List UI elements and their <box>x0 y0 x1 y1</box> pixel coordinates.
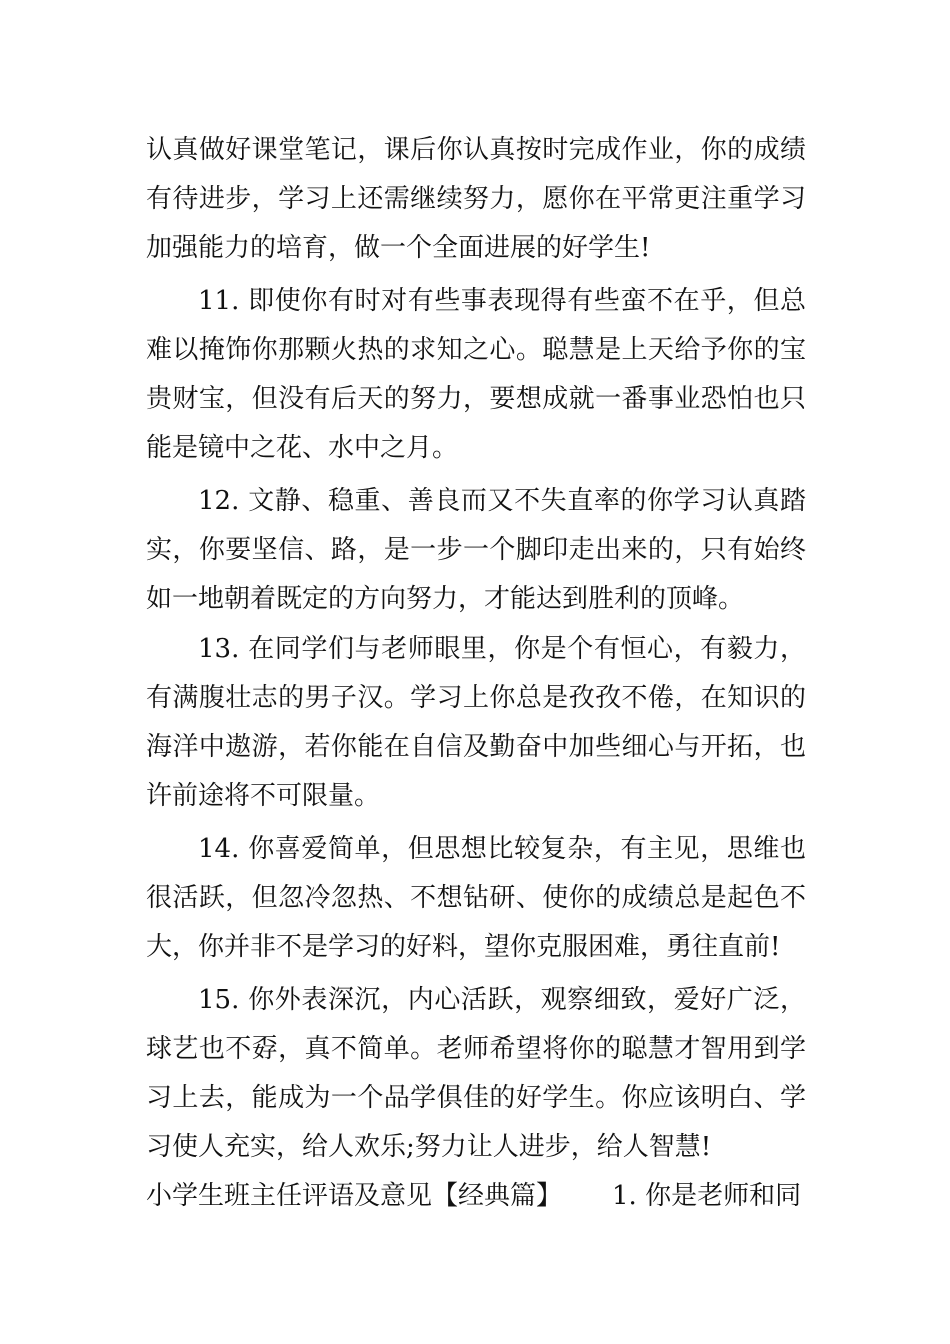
paragraph-line: 能是镜中之花、水中之月。 <box>146 433 459 463</box>
paragraph-line: 许前途将不可限量。 <box>146 781 381 811</box>
paragraph-line: 贵财宝，但没有后天的努力，要想成就一番事业恐怕也只 <box>146 384 806 414</box>
paragraph-line: 有满腹壮志的男子汉。学习上你总是孜孜不倦，在知识的 <box>146 683 806 713</box>
paragraph-line: 加强能力的培育，做一个全面进展的好学生! <box>146 233 651 263</box>
paragraph-line: 11. 即使你有时对有些事表现得有些蛮不在乎，但总 <box>198 286 806 316</box>
paragraph-line: 有待进步，学习上还需继续努力，愿你在平常更注重学习 <box>146 184 806 214</box>
paragraph-line: 14. 你喜爱简单，但思想比较复杂，有主见，思维也 <box>198 834 806 864</box>
paragraph-line: 实，你要坚信、路，是一步一个脚印走出来的，只有始终 <box>146 535 806 565</box>
paragraph-line: 1. 你是老师和同 <box>612 1181 802 1211</box>
paragraph-line: 习使人充实，给人欢乐;努力让人进步，给人智慧! <box>146 1132 712 1162</box>
paragraph-line: 习上去，能成为一个品学俱佳的好学生。你应该明白、学 <box>146 1083 806 1113</box>
paragraph-line: 海洋中遨游，若你能在自信及勤奋中加些细心与开拓，也 <box>146 732 806 762</box>
paragraph-line: 认真做好课堂笔记，课后你认真按时完成作业，你的成绩 <box>146 135 806 165</box>
paragraph-line: 球艺也不孬，真不简单。老师希望将你的聪慧才智用到学 <box>146 1034 806 1064</box>
paragraph-line: 15. 你外表深沉，内心活跃，观察细致，爱好广泛， <box>198 985 806 1015</box>
paragraph-line: 12. 文静、稳重、善良而又不失直率的你学习认真踏 <box>198 486 806 516</box>
paragraph-line: 大，你并非不是学习的好料，望你克服困难，勇往直前! <box>146 932 781 962</box>
paragraph-line: 难以掩饰你那颗火热的求知之心。聪慧是上天给予你的宝 <box>146 335 806 365</box>
paragraph-line: 13. 在同学们与老师眼里，你是个有恒心，有毅力， <box>198 634 806 664</box>
paragraph-line: 如一地朝着既定的方向努力，才能达到胜利的顶峰。 <box>146 584 745 614</box>
paragraph-line: 很活跃，但忽冷忽热、不想钻研、使你的成绩总是起色不 <box>146 883 806 913</box>
section-heading: 小学生班主任评语及意见【经典篇】 <box>146 1181 563 1211</box>
section-heading-line <box>146 1176 806 1216</box>
